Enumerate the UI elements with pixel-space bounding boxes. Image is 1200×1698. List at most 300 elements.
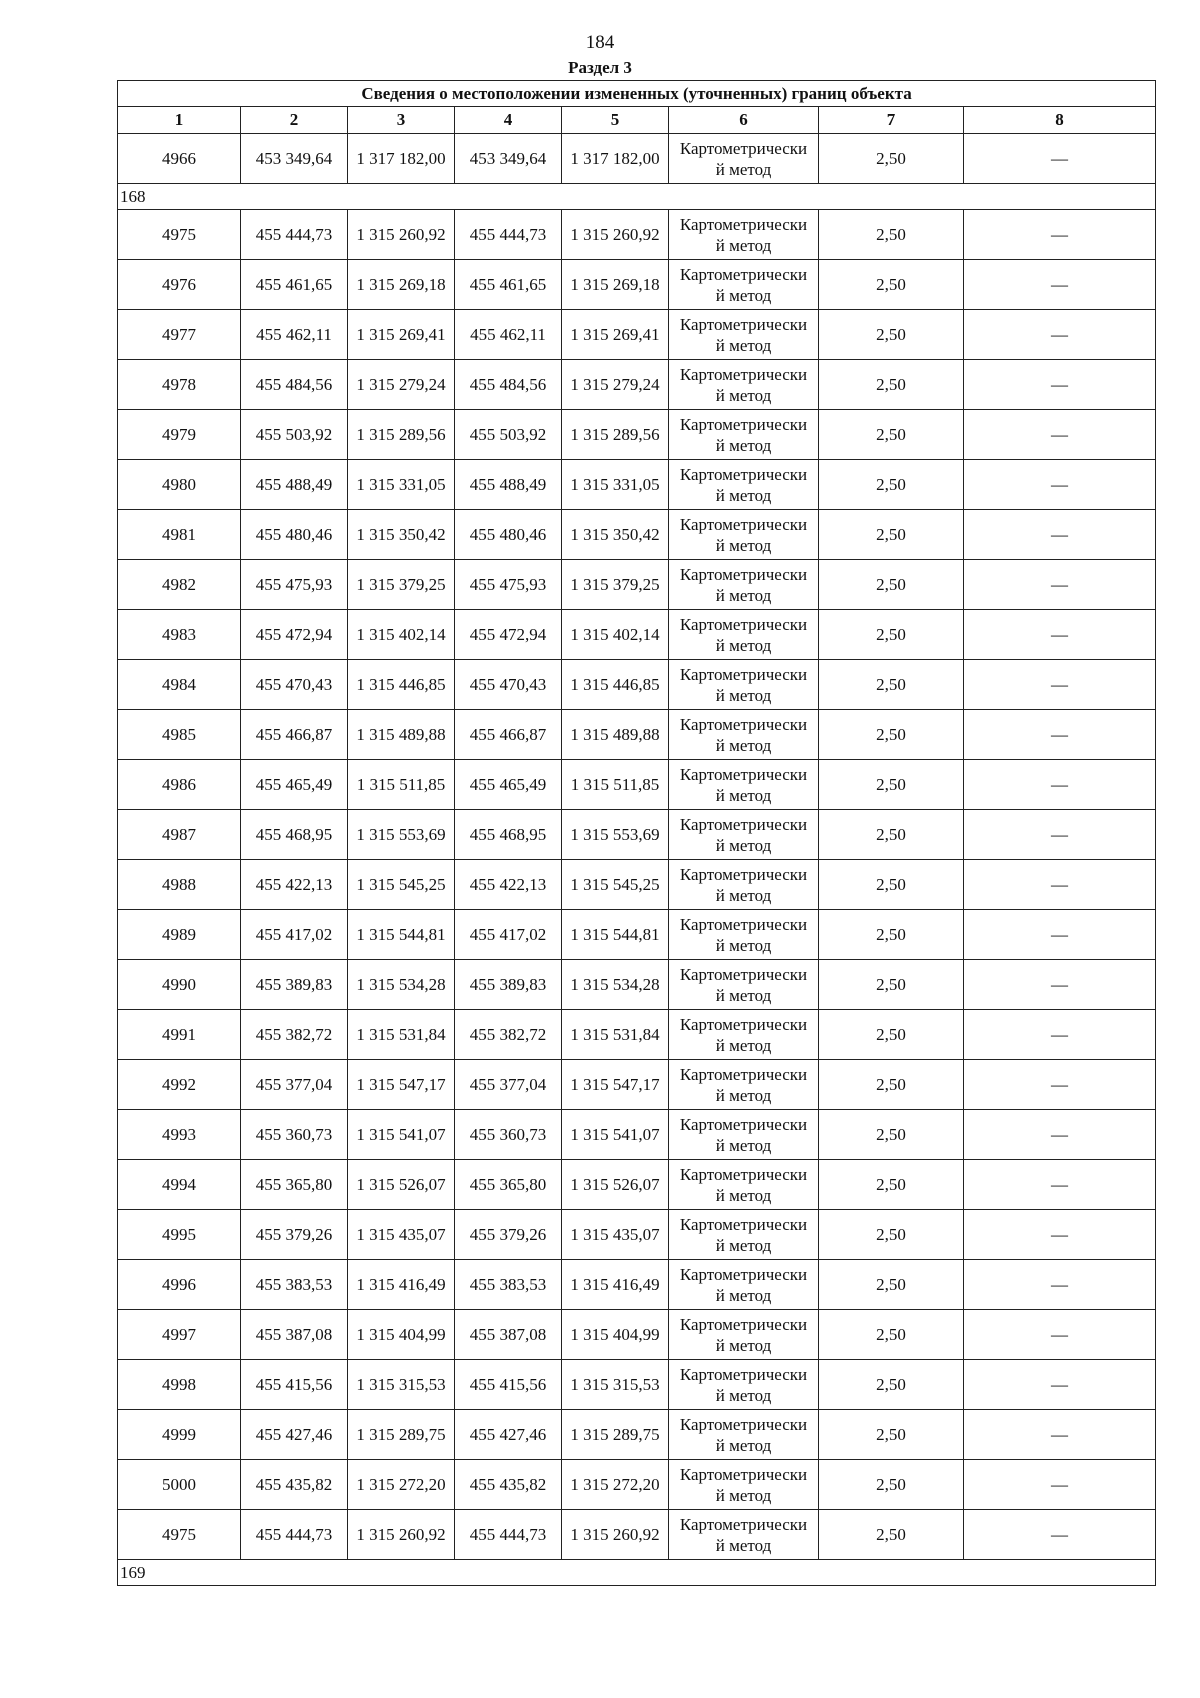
accuracy-cell: 2,50: [819, 1210, 964, 1260]
x-refined-cell: 455 470,43: [455, 660, 562, 710]
y-existing-cell: 1 315 269,41: [348, 310, 455, 360]
x-refined-cell: 455 422,13: [455, 860, 562, 910]
y-refined-cell: 1 315 379,25: [562, 560, 669, 610]
method-line: Картометрически: [679, 964, 808, 984]
x-existing-cell: 455 475,93: [241, 560, 348, 610]
method-cell: [669, 210, 819, 260]
x-existing-cell: 455 427,46: [241, 1410, 348, 1460]
column-number: 8: [964, 107, 1156, 134]
x-existing-cell: 455 470,43: [241, 660, 348, 710]
method-line: Картометрически: [679, 464, 808, 484]
method-line: й метод: [715, 735, 772, 755]
method-cell: [669, 360, 819, 410]
point-number-cell: 4996: [118, 1260, 241, 1310]
method-line: й метод: [715, 1385, 772, 1405]
table-row: [118, 1160, 1156, 1210]
method-cell: [669, 1360, 819, 1410]
method-line: й метод: [715, 835, 772, 855]
description-cell: —: [964, 310, 1156, 360]
x-refined-cell: 455 461,65: [455, 260, 562, 310]
method-line: й метод: [715, 585, 772, 605]
accuracy-cell: 2,50: [819, 310, 964, 360]
accuracy-cell: 2,50: [819, 1510, 964, 1560]
x-existing-cell: 455 422,13: [241, 860, 348, 910]
point-number-cell: 4986: [118, 760, 241, 810]
description-cell: —: [964, 360, 1156, 410]
y-existing-cell: 1 315 435,07: [348, 1210, 455, 1260]
method-line: й метод: [715, 1285, 772, 1305]
method-line: й метод: [715, 935, 772, 955]
point-number-cell: 4997: [118, 1310, 241, 1360]
point-number-cell: 4975: [118, 210, 241, 260]
y-refined-cell: 1 315 489,88: [562, 710, 669, 760]
method-line: Картометрически: [679, 1364, 808, 1384]
table-row: [118, 1110, 1156, 1160]
y-refined-cell: 1 315 260,92: [562, 1510, 669, 1560]
point-number-cell: 5000: [118, 1460, 241, 1510]
method-line: Картометрически: [679, 1014, 808, 1034]
table-row: [118, 410, 1156, 460]
table-caption: Сведения о местоположении измененных (уточненных) границ объекта: [118, 81, 1156, 107]
accuracy-cell: 2,50: [819, 710, 964, 760]
method-cell: [669, 560, 819, 610]
method-line: й метод: [715, 1535, 772, 1555]
table-row: [118, 360, 1156, 410]
description-cell: —: [964, 1260, 1156, 1310]
point-number-cell: 4982: [118, 560, 241, 610]
x-refined-cell: 455 382,72: [455, 1010, 562, 1060]
x-refined-cell: 455 472,94: [455, 610, 562, 660]
method-cell: [669, 410, 819, 460]
contour-separator-row: [118, 1560, 1156, 1586]
y-existing-cell: 1 315 269,18: [348, 260, 455, 310]
method-line: й метод: [715, 385, 772, 405]
contour-separator-row: [118, 184, 1156, 210]
x-existing-cell: 455 480,46: [241, 510, 348, 560]
accuracy-cell: 2,50: [819, 1010, 964, 1060]
point-number-cell: 4992: [118, 1060, 241, 1110]
method-line: й метод: [715, 235, 772, 255]
method-cell: [669, 1160, 819, 1210]
table-row: [118, 560, 1156, 610]
accuracy-cell: 2,50: [819, 1360, 964, 1410]
method-line: Картометрически: [679, 138, 808, 158]
method-cell: [669, 1410, 819, 1460]
accuracy-cell: 2,50: [819, 410, 964, 460]
x-existing-cell: 455 466,87: [241, 710, 348, 760]
method-cell: [669, 510, 819, 560]
point-number-cell: 4990: [118, 960, 241, 1010]
y-existing-cell: 1 315 402,14: [348, 610, 455, 660]
method-line: й метод: [715, 1235, 772, 1255]
x-existing-cell: 455 360,73: [241, 1110, 348, 1160]
method-line: Картометрически: [679, 864, 808, 884]
point-number-cell: 4966: [118, 134, 241, 184]
y-refined-cell: 1 315 402,14: [562, 610, 669, 660]
x-refined-cell: 455 387,08: [455, 1310, 562, 1360]
x-existing-cell: 455 462,11: [241, 310, 348, 360]
table-row: [118, 1210, 1156, 1260]
y-existing-cell: 1 315 553,69: [348, 810, 455, 860]
accuracy-cell: 2,50: [819, 260, 964, 310]
x-refined-cell: 455 365,80: [455, 1160, 562, 1210]
table-row: [118, 960, 1156, 1010]
method-cell: [669, 310, 819, 360]
accuracy-cell: 2,50: [819, 560, 964, 610]
x-refined-cell: 455 444,73: [455, 210, 562, 260]
point-number-cell: 4978: [118, 360, 241, 410]
y-existing-cell: 1 315 289,56: [348, 410, 455, 460]
x-refined-cell: 455 379,26: [455, 1210, 562, 1260]
method-cell: [669, 910, 819, 960]
method-cell: [669, 260, 819, 310]
description-cell: —: [964, 1160, 1156, 1210]
column-number-row: [118, 107, 1156, 134]
point-number-cell: 4977: [118, 310, 241, 360]
description-cell: —: [964, 1060, 1156, 1110]
point-number-cell: 4979: [118, 410, 241, 460]
description-cell: —: [964, 1410, 1156, 1460]
y-refined-cell: 1 315 544,81: [562, 910, 669, 960]
x-existing-cell: 455 488,49: [241, 460, 348, 510]
description-cell: —: [964, 760, 1156, 810]
table-row: [118, 460, 1156, 510]
x-refined-cell: 455 360,73: [455, 1110, 562, 1160]
method-cell: [669, 710, 819, 760]
accuracy-cell: 2,50: [819, 510, 964, 560]
description-cell: —: [964, 1310, 1156, 1360]
y-refined-cell: 1 315 531,84: [562, 1010, 669, 1060]
method-cell: [669, 1010, 819, 1060]
y-existing-cell: 1 315 379,25: [348, 560, 455, 610]
description-cell: —: [964, 860, 1156, 910]
accuracy-cell: 2,50: [819, 1460, 964, 1510]
point-number-cell: 4993: [118, 1110, 241, 1160]
method-line: Картометрически: [679, 814, 808, 834]
method-line: й метод: [715, 285, 772, 305]
y-refined-cell: 1 315 534,28: [562, 960, 669, 1010]
method-line: й метод: [715, 1435, 772, 1455]
accuracy-cell: 2,50: [819, 1260, 964, 1310]
x-existing-cell: 455 444,73: [241, 1510, 348, 1560]
method-line: й метод: [715, 535, 772, 555]
point-number-cell: 4991: [118, 1010, 241, 1060]
y-existing-cell: 1 315 526,07: [348, 1160, 455, 1210]
x-existing-cell: 455 461,65: [241, 260, 348, 310]
method-cell: [669, 610, 819, 660]
table-row: [118, 610, 1156, 660]
column-number: 3: [348, 107, 455, 134]
section-title: Раздел 3: [568, 58, 632, 77]
method-line: Картометрически: [679, 414, 808, 434]
x-existing-cell: 455 484,56: [241, 360, 348, 410]
column-number: 6: [669, 107, 819, 134]
method-line: й метод: [715, 1185, 772, 1205]
table-row: [118, 760, 1156, 810]
column-number: 2: [241, 107, 348, 134]
description-cell: —: [964, 1510, 1156, 1560]
table-row: [118, 1460, 1156, 1510]
accuracy-cell: 2,50: [819, 860, 964, 910]
x-existing-cell: 455 468,95: [241, 810, 348, 860]
method-line: Картометрически: [679, 1414, 808, 1434]
accuracy-cell: 2,50: [819, 810, 964, 860]
description-cell: —: [964, 660, 1156, 710]
x-existing-cell: 455 435,82: [241, 1460, 348, 1510]
description-cell: —: [964, 1110, 1156, 1160]
table-row: [118, 210, 1156, 260]
description-cell: —: [964, 910, 1156, 960]
accuracy-cell: 2,50: [819, 1160, 964, 1210]
method-line: Картометрически: [679, 264, 808, 284]
point-number-cell: 4983: [118, 610, 241, 660]
y-existing-cell: 1 315 416,49: [348, 1260, 455, 1310]
column-number: 4: [455, 107, 562, 134]
table-row: [118, 260, 1156, 310]
table-row: [118, 1310, 1156, 1360]
y-existing-cell: 1 315 541,07: [348, 1110, 455, 1160]
method-line: Картометрически: [679, 764, 808, 784]
y-refined-cell: 1 315 404,99: [562, 1310, 669, 1360]
x-existing-cell: 455 382,72: [241, 1010, 348, 1060]
method-line: Картометрически: [679, 214, 808, 234]
description-cell: —: [964, 1360, 1156, 1410]
method-cell: [669, 1110, 819, 1160]
x-refined-cell: 455 444,73: [455, 1510, 562, 1560]
column-number: 7: [819, 107, 964, 134]
y-existing-cell: 1 315 446,85: [348, 660, 455, 710]
point-number-cell: 4998: [118, 1360, 241, 1410]
method-line: й метод: [715, 985, 772, 1005]
y-refined-cell: 1 315 289,56: [562, 410, 669, 460]
y-existing-cell: 1 315 272,20: [348, 1460, 455, 1510]
description-cell: —: [964, 1010, 1156, 1060]
y-existing-cell: 1 315 279,24: [348, 360, 455, 410]
x-existing-cell: 455 387,08: [241, 1310, 348, 1360]
method-line: Картометрически: [679, 1214, 808, 1234]
x-refined-cell: 455 383,53: [455, 1260, 562, 1310]
description-cell: —: [964, 260, 1156, 310]
method-line: Картометрически: [679, 1114, 808, 1134]
method-line: й метод: [715, 1485, 772, 1505]
x-existing-cell: 455 383,53: [241, 1260, 348, 1310]
x-refined-cell: 455 466,87: [455, 710, 562, 760]
method-cell: [669, 1310, 819, 1360]
method-cell: [669, 134, 819, 184]
table-row: [118, 860, 1156, 910]
y-refined-cell: 1 315 547,17: [562, 1060, 669, 1110]
y-refined-cell: 1 315 315,53: [562, 1360, 669, 1410]
point-number-cell: 4985: [118, 710, 241, 760]
method-cell: [669, 660, 819, 710]
point-number-cell: 4980: [118, 460, 241, 510]
point-number-cell: 4994: [118, 1160, 241, 1210]
method-line: й метод: [715, 1085, 772, 1105]
method-cell: [669, 810, 819, 860]
table-row: [118, 310, 1156, 360]
method-line: Картометрически: [679, 614, 808, 634]
accuracy-cell: 2,50: [819, 610, 964, 660]
table-row: [118, 1260, 1156, 1310]
method-line: Картометрически: [679, 1464, 808, 1484]
y-existing-cell: 1 315 350,42: [348, 510, 455, 560]
y-existing-cell: 1 315 260,92: [348, 1510, 455, 1560]
x-refined-cell: 455 480,46: [455, 510, 562, 560]
table-row: [118, 1060, 1156, 1110]
y-refined-cell: 1 315 435,07: [562, 1210, 669, 1260]
column-number: 1: [118, 107, 241, 134]
coordinates-table: [117, 80, 1156, 1586]
x-refined-cell: 455 468,95: [455, 810, 562, 860]
x-refined-cell: 455 377,04: [455, 1060, 562, 1110]
description-cell: —: [964, 710, 1156, 760]
y-existing-cell: 1 315 331,05: [348, 460, 455, 510]
accuracy-cell: 2,50: [819, 660, 964, 710]
method-cell: [669, 960, 819, 1010]
x-existing-cell: 455 415,56: [241, 1360, 348, 1410]
method-cell: [669, 1510, 819, 1560]
y-existing-cell: 1 315 545,25: [348, 860, 455, 910]
table-row: [118, 1410, 1156, 1460]
point-number-cell: 4988: [118, 860, 241, 910]
y-existing-cell: 1 315 511,85: [348, 760, 455, 810]
x-refined-cell: 455 503,92: [455, 410, 562, 460]
description-cell: —: [964, 560, 1156, 610]
x-existing-cell: 455 365,80: [241, 1160, 348, 1210]
column-number: 5: [562, 107, 669, 134]
x-existing-cell: 455 444,73: [241, 210, 348, 260]
method-line: Картометрически: [679, 564, 808, 584]
table-row: [118, 1360, 1156, 1410]
x-refined-cell: 455 475,93: [455, 560, 562, 610]
method-line: й метод: [715, 159, 772, 179]
x-refined-cell: 455 435,82: [455, 1460, 562, 1510]
method-line: Картометрически: [679, 664, 808, 684]
table-row: [118, 910, 1156, 960]
y-refined-cell: 1 315 350,42: [562, 510, 669, 560]
point-number-cell: 4984: [118, 660, 241, 710]
accuracy-cell: 2,50: [819, 460, 964, 510]
description-cell: —: [964, 1460, 1156, 1510]
method-cell: [669, 1210, 819, 1260]
method-line: й метод: [715, 1335, 772, 1355]
x-existing-cell: 455 503,92: [241, 410, 348, 460]
accuracy-cell: 2,50: [819, 1060, 964, 1110]
method-line: й метод: [715, 435, 772, 455]
x-refined-cell: 455 427,46: [455, 1410, 562, 1460]
method-line: Картометрически: [679, 1264, 808, 1284]
y-existing-cell: 1 317 182,00: [348, 134, 455, 184]
method-line: Картометрически: [679, 1164, 808, 1184]
method-cell: [669, 1460, 819, 1510]
description-cell: —: [964, 210, 1156, 260]
description-cell: —: [964, 134, 1156, 184]
contour-number: 169: [118, 1560, 1156, 1586]
x-refined-cell: 455 462,11: [455, 310, 562, 360]
y-existing-cell: 1 315 544,81: [348, 910, 455, 960]
point-number-cell: 4976: [118, 260, 241, 310]
x-refined-cell: 455 465,49: [455, 760, 562, 810]
table-row: [118, 510, 1156, 560]
y-existing-cell: 1 315 531,84: [348, 1010, 455, 1060]
method-line: Картометрически: [679, 364, 808, 384]
y-refined-cell: 1 315 331,05: [562, 460, 669, 510]
description-cell: —: [964, 460, 1156, 510]
method-cell: [669, 760, 819, 810]
x-existing-cell: 455 472,94: [241, 610, 348, 660]
x-existing-cell: 453 349,64: [241, 134, 348, 184]
accuracy-cell: 2,50: [819, 910, 964, 960]
accuracy-cell: 2,50: [819, 1110, 964, 1160]
page-number: 184: [585, 32, 615, 53]
y-refined-cell: 1 315 526,07: [562, 1160, 669, 1210]
y-refined-cell: 1 315 511,85: [562, 760, 669, 810]
method-line: й метод: [715, 1035, 772, 1055]
y-existing-cell: 1 315 489,88: [348, 710, 455, 760]
y-existing-cell: 1 315 315,53: [348, 1360, 455, 1410]
table-row: [118, 134, 1156, 184]
method-line: Картометрически: [679, 514, 808, 534]
description-cell: —: [964, 410, 1156, 460]
method-line: й метод: [715, 635, 772, 655]
point-number-cell: 4995: [118, 1210, 241, 1260]
x-existing-cell: 455 465,49: [241, 760, 348, 810]
y-existing-cell: 1 315 534,28: [348, 960, 455, 1010]
y-refined-cell: 1 315 553,69: [562, 810, 669, 860]
description-cell: —: [964, 960, 1156, 1010]
x-refined-cell: 455 484,56: [455, 360, 562, 410]
method-line: й метод: [715, 685, 772, 705]
point-number-cell: 4981: [118, 510, 241, 560]
accuracy-cell: 2,50: [819, 210, 964, 260]
method-line: Картометрически: [679, 1064, 808, 1084]
x-refined-cell: 455 415,56: [455, 1360, 562, 1410]
accuracy-cell: 2,50: [819, 1310, 964, 1360]
method-line: Картометрически: [679, 1314, 808, 1334]
method-line: й метод: [715, 335, 772, 355]
description-cell: —: [964, 510, 1156, 560]
description-cell: —: [964, 610, 1156, 660]
y-refined-cell: 1 315 545,25: [562, 860, 669, 910]
x-refined-cell: 455 417,02: [455, 910, 562, 960]
method-cell: [669, 860, 819, 910]
y-refined-cell: 1 317 182,00: [562, 134, 669, 184]
method-line: й метод: [715, 1135, 772, 1155]
y-existing-cell: 1 315 547,17: [348, 1060, 455, 1110]
table-row: [118, 660, 1156, 710]
method-line: Картометрически: [679, 1514, 808, 1534]
x-refined-cell: 455 389,83: [455, 960, 562, 1010]
x-existing-cell: 455 417,02: [241, 910, 348, 960]
point-number-cell: 4975: [118, 1510, 241, 1560]
accuracy-cell: 2,50: [819, 134, 964, 184]
table-row: [118, 810, 1156, 860]
y-existing-cell: 1 315 260,92: [348, 210, 455, 260]
method-cell: [669, 1060, 819, 1110]
y-refined-cell: 1 315 416,49: [562, 1260, 669, 1310]
y-existing-cell: 1 315 404,99: [348, 1310, 455, 1360]
method-line: й метод: [715, 485, 772, 505]
y-refined-cell: 1 315 260,92: [562, 210, 669, 260]
description-cell: —: [964, 810, 1156, 860]
y-refined-cell: 1 315 446,85: [562, 660, 669, 710]
accuracy-cell: 2,50: [819, 360, 964, 410]
table-row: [118, 1010, 1156, 1060]
point-number-cell: 4989: [118, 910, 241, 960]
y-refined-cell: 1 315 289,75: [562, 1410, 669, 1460]
y-refined-cell: 1 315 269,41: [562, 310, 669, 360]
method-line: Картометрически: [679, 914, 808, 934]
